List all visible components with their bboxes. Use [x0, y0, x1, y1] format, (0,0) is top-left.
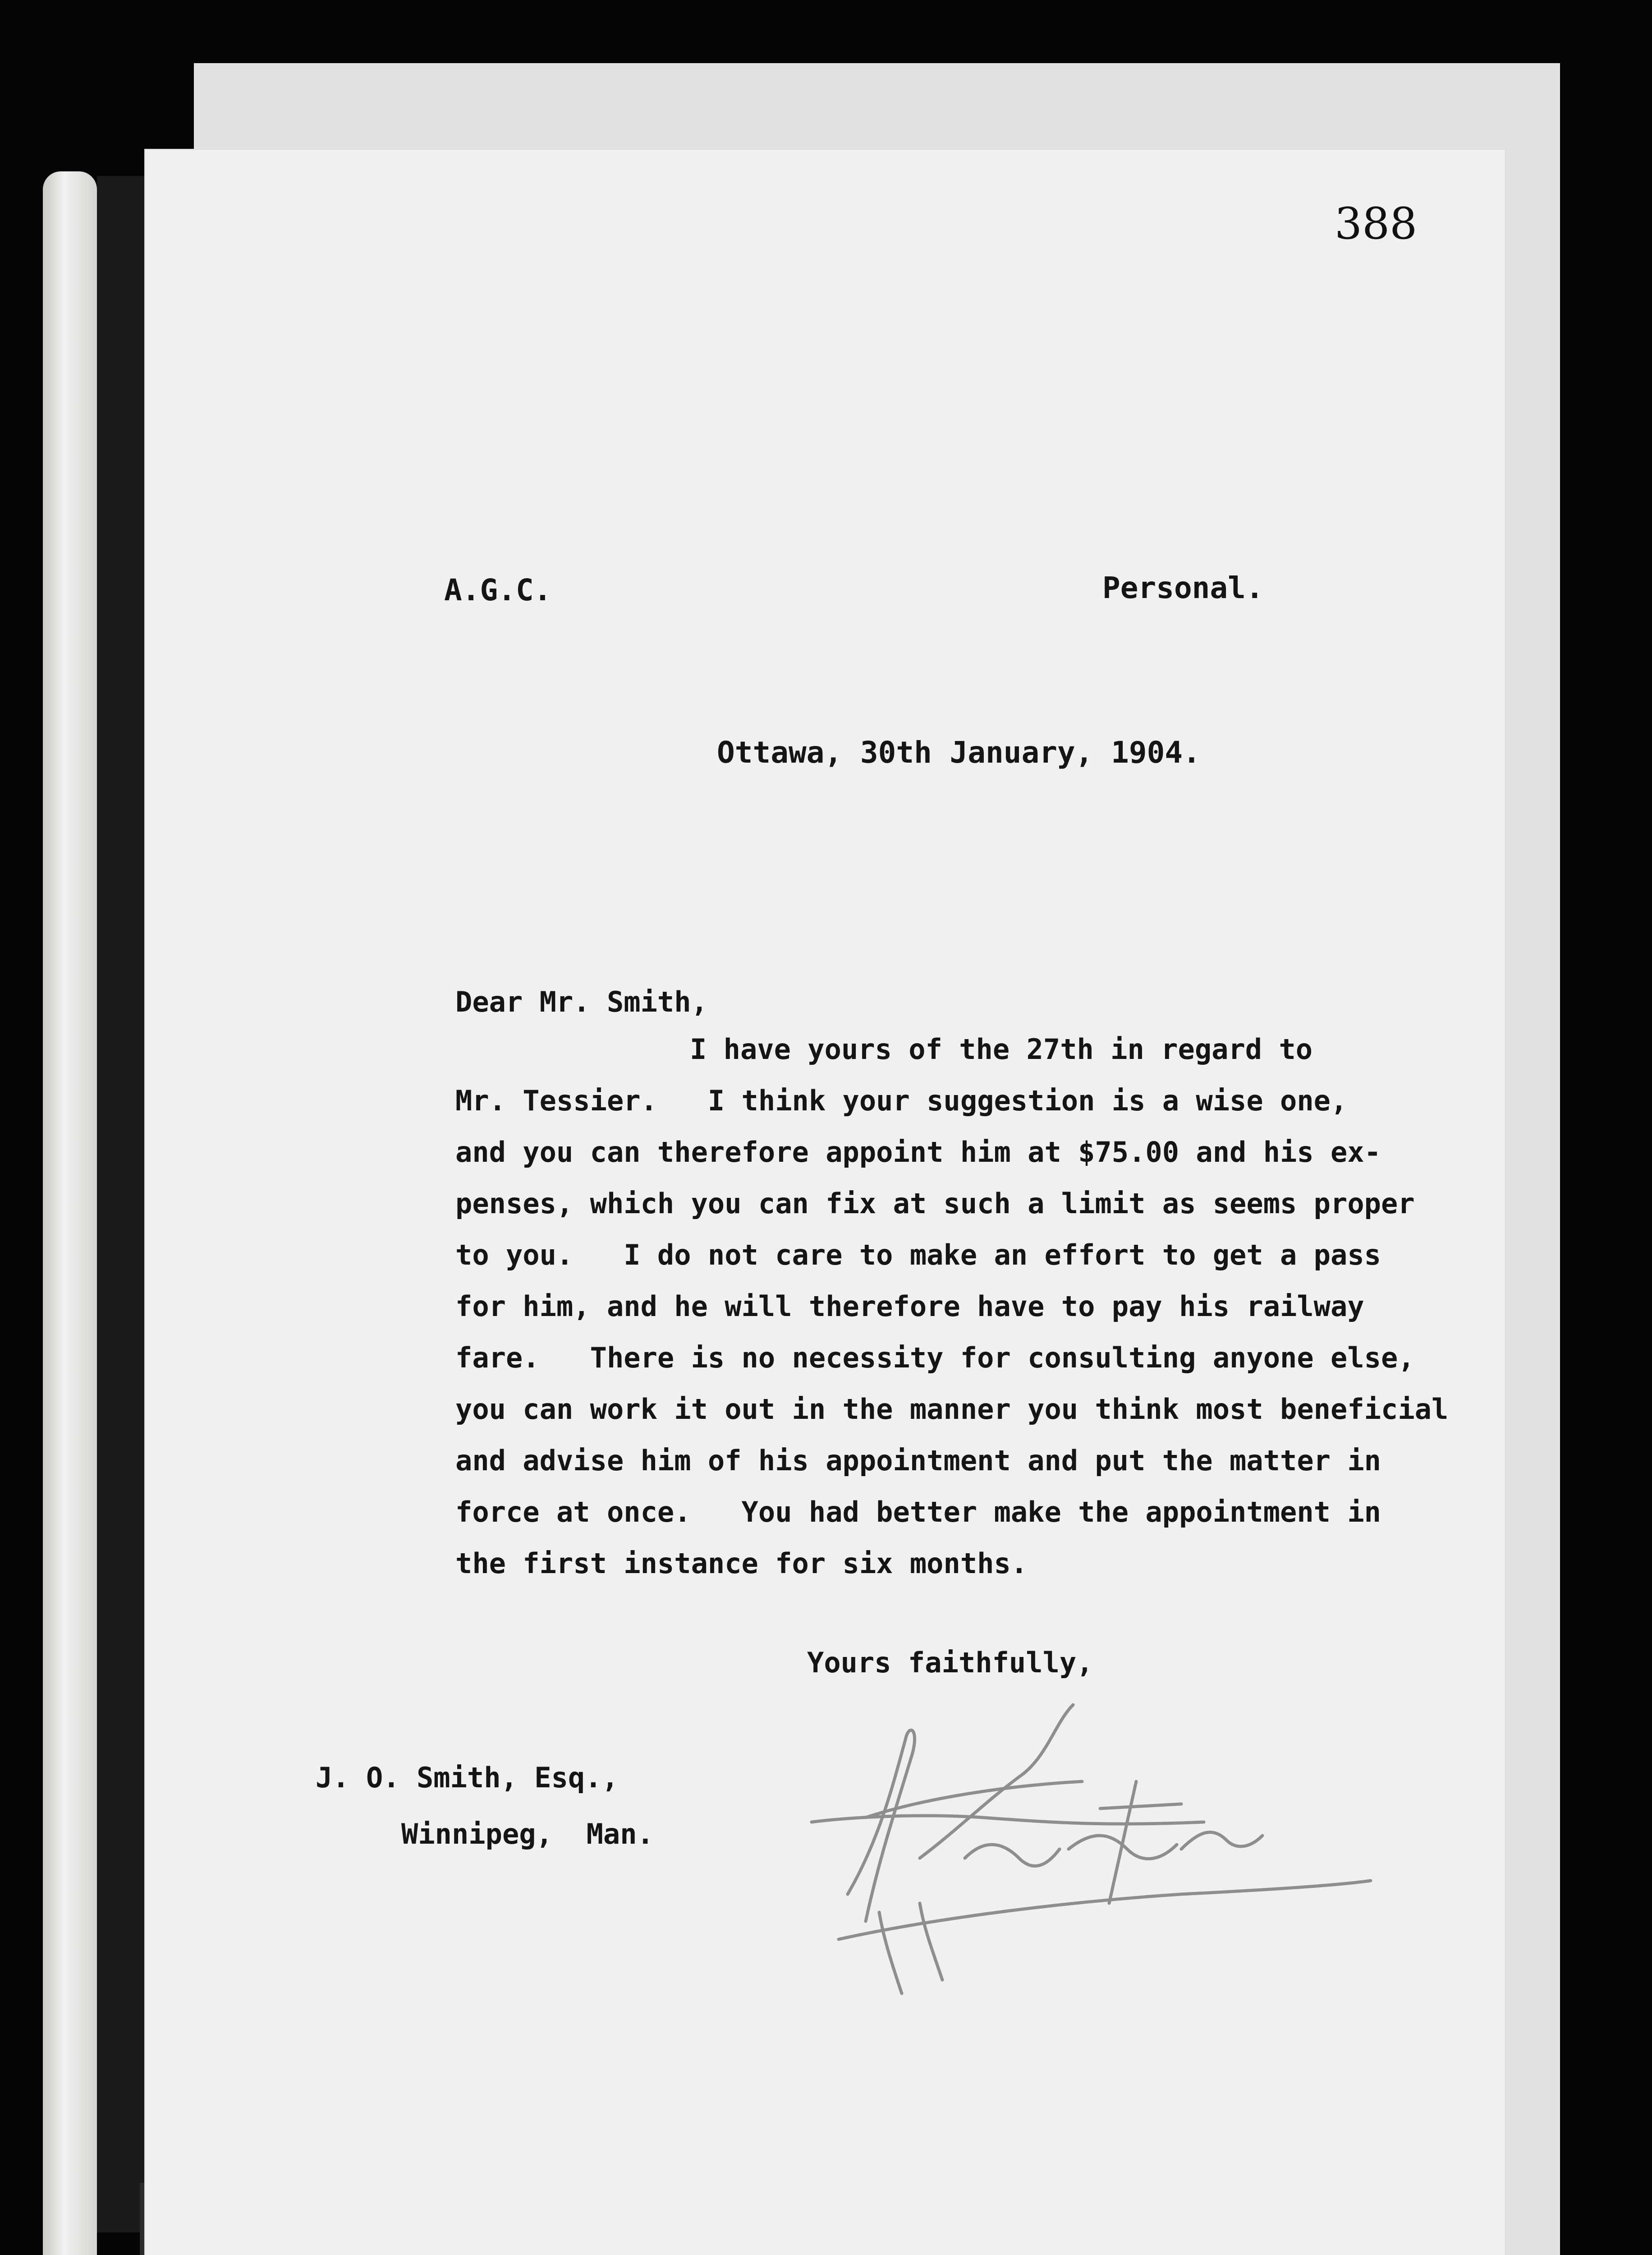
sender-initials: A.G.C. — [444, 573, 552, 607]
place-and-date: Ottawa, 30th January, 1904. — [717, 735, 1201, 770]
letter-body — [455, 1024, 1448, 1589]
body-line: you can work it out in the manner you think most beneficial — [455, 1393, 1449, 1426]
recipient-city: Winnipeg, Man. — [401, 1818, 654, 1850]
salutation: Dear Mr. Smith, — [455, 985, 708, 1018]
body-line: penses, which you can fix at such a limit as seems proper — [455, 1187, 1415, 1220]
body-line: I have yours of the 27th in regard to — [690, 1033, 1313, 1066]
body-line: Mr. Tessier. I think your suggestion is a wise one, — [455, 1084, 1348, 1117]
binding-shadow — [97, 176, 147, 2232]
handwritten-signature — [730, 1669, 1407, 2011]
personal-marking: Personal. — [1102, 571, 1264, 605]
binding-edge — [43, 171, 97, 2255]
body-line: fare. There is no necessity for consulting anyone else, — [455, 1341, 1415, 1374]
body-line: to you. I do not care to make an effort to get a pass — [455, 1238, 1381, 1271]
recipient-name: J. O. Smith, Esq., — [316, 1761, 619, 1794]
body-line: and advise him of his appointment and put the matter in — [455, 1444, 1381, 1477]
body-line: force at once. You had better make the appointment in — [455, 1496, 1381, 1528]
body-line: the first instance for six months. — [455, 1547, 1028, 1580]
page-number: 388 — [1335, 198, 1418, 249]
body-line: for him, and he will therefore have to pay his railway — [455, 1290, 1364, 1323]
closing: Yours faithfully, — [807, 1646, 1093, 1679]
body-line: and you can therefore appoint him at $75.00 and his ex- — [455, 1136, 1381, 1169]
